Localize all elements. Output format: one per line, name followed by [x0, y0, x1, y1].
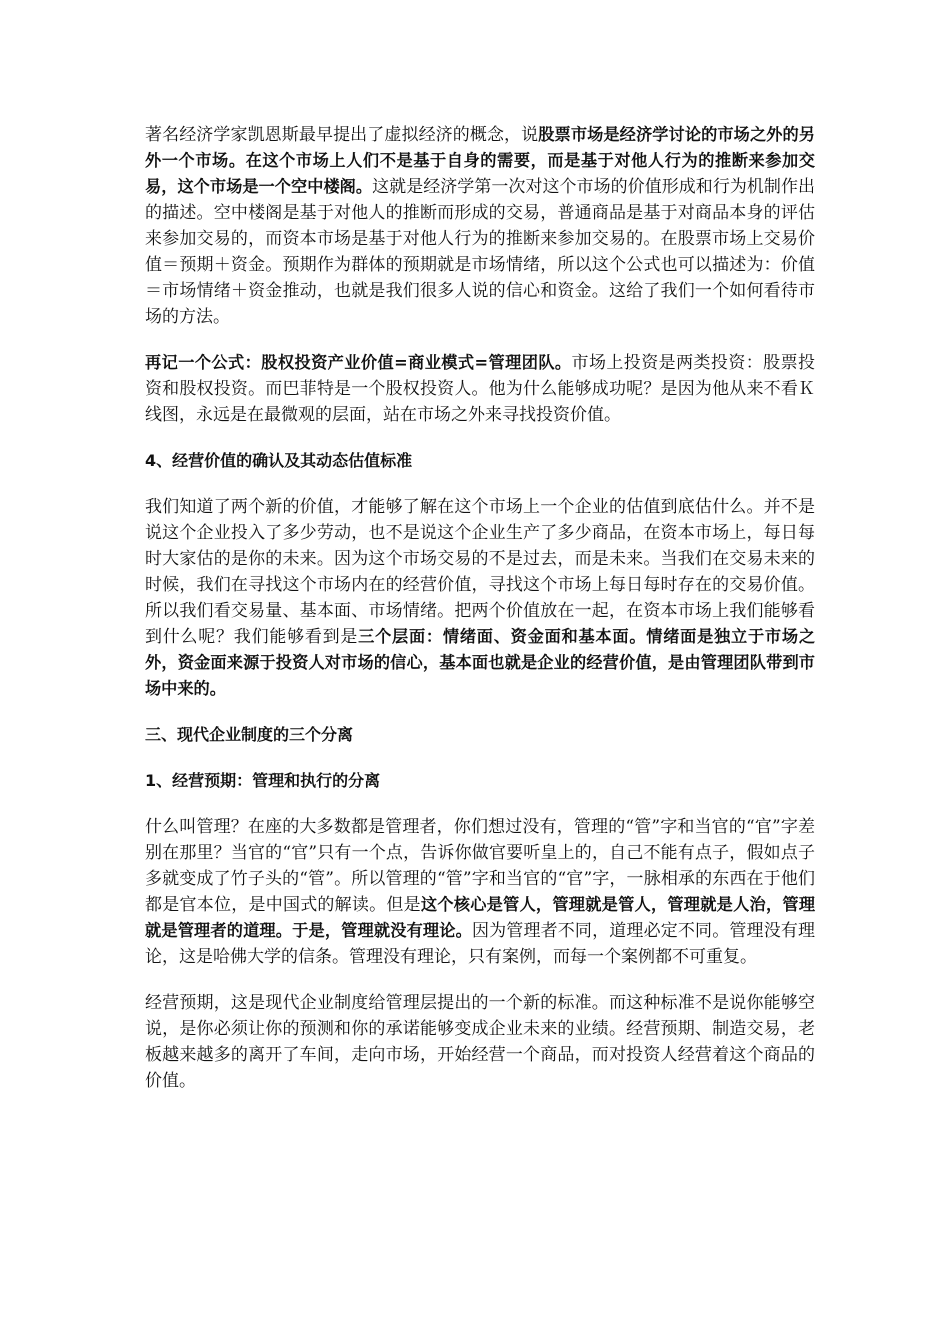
- paragraph-management: [145, 814, 815, 970]
- text-run: 因为管理者不同，道理必定不同。管理没有理论，这是哈佛大学的信条。管理没有理论，只有案例，而每一个案例都不可重复。: [145, 921, 816, 967]
- document-page: [145, 122, 815, 1114]
- section-heading-4: 4、经营价值的确认及其动态估值标准: [145, 451, 413, 470]
- paragraph-expectation: 经营预期，这是现代企业制度给管理层提出的一个新的标准。而这种标准不是说你能够空说，是你必须让你的预测和你的承诺能够变成企业未来的业绩。经营预期、制造交易，老板越来越多的离开了车间，走向市场，开始经营一个商品，而对投资人经营着这个商品的价值。: [145, 993, 815, 1091]
- text-run: 著名经济学家凯恩斯最早提出了虚拟经济的概念，说: [145, 125, 539, 145]
- text-run: 我们知道了两个新的价值，才能够了解在这个市场上一个企业的估值到底估什么。并不是说这个企业投入了多少劳动，也不是说这个企业生产了多少商品，在资本市场上，每日每时大家估的是你的未来。因为这个市场交易的不是过去，而是未来。当我们在交易未来的时候，我们在寻找这个市场内在的经营价值，寻找这个市场上每日每时存在的交易价值。所以我们看交易量、基本面、市场情绪。把两个价值放在一起，在资本市场上我们能够看到什么呢？我们能够看到是: [145, 497, 815, 647]
- bold-run: 三个层面：情绪面、资金面和基本面。情绪面是独立于市场之外，资金面来源于投资人对市场的信心，基本面也就是企业的经营价值，是由管理团队带到市场中来的。: [145, 627, 816, 698]
- bold-run: 再记一个公式：股权投资产业价值=商业模式=管理团队。: [145, 353, 572, 372]
- subsection-heading-1: 1、经营预期：管理和执行的分离: [145, 771, 381, 790]
- text-run: 什么叫管理？在座的大多数都是管理者，你们想过没有，管理的“管”字和当官的“官”字差别在那里？当官的“官”只有一个点，告诉你做官要听皇上的，自己不能有点子，假如点子多就变成了竹子头的“管”。所以管理的“管”字和当官的“官”字，一脉相承的东西在于他们都是官本位，是中国式的解读。但是: [145, 817, 815, 915]
- paragraph-valuation: [145, 494, 815, 702]
- paragraph-formula: [145, 350, 815, 428]
- paragraph-keynes: [145, 122, 815, 330]
- text-run: 这就是经济学第一次对这个市场的价值形成和行为机制作出的描述。空中楼阁是基于对他人的推断而形成的交易，普通商品是基于对商品本身的评估来参加交易的，而资本市场是基于对他人行为的推断来参加交易的。在股票市场上交易价值＝预期＋资金。预期作为群体的预期就是市场情绪，所以这个公式也可以描述为：价值＝市场情绪＋资金推动，也就是我们很多人说的信心和资金。这给了我们一个如何看待市场的方法。: [145, 177, 816, 327]
- bold-run: 股票市场是经济学讨论的市场之外的另外一个市场。在这个市场上人们不是基于自身的需要，而是基于对他人行为的推断来参加交易，这个市场是一个空中楼阁。: [145, 125, 816, 196]
- text-run: 市场上投资是两类投资：股票投资和股权投资。而巴菲特是一个股权投资人。他为什么能够成功呢？是因为他从来不看Ｋ线图，永远是在最微观的层面，站在市场之外来寻找投资价值。: [145, 353, 816, 425]
- bold-run: 这个核心是管人，管理就是管人，管理就是人治，管理就是管理者的道理。于是，管理就没有理论。: [145, 895, 816, 940]
- section-heading-3: 三、现代企业制度的三个分离: [145, 725, 354, 744]
